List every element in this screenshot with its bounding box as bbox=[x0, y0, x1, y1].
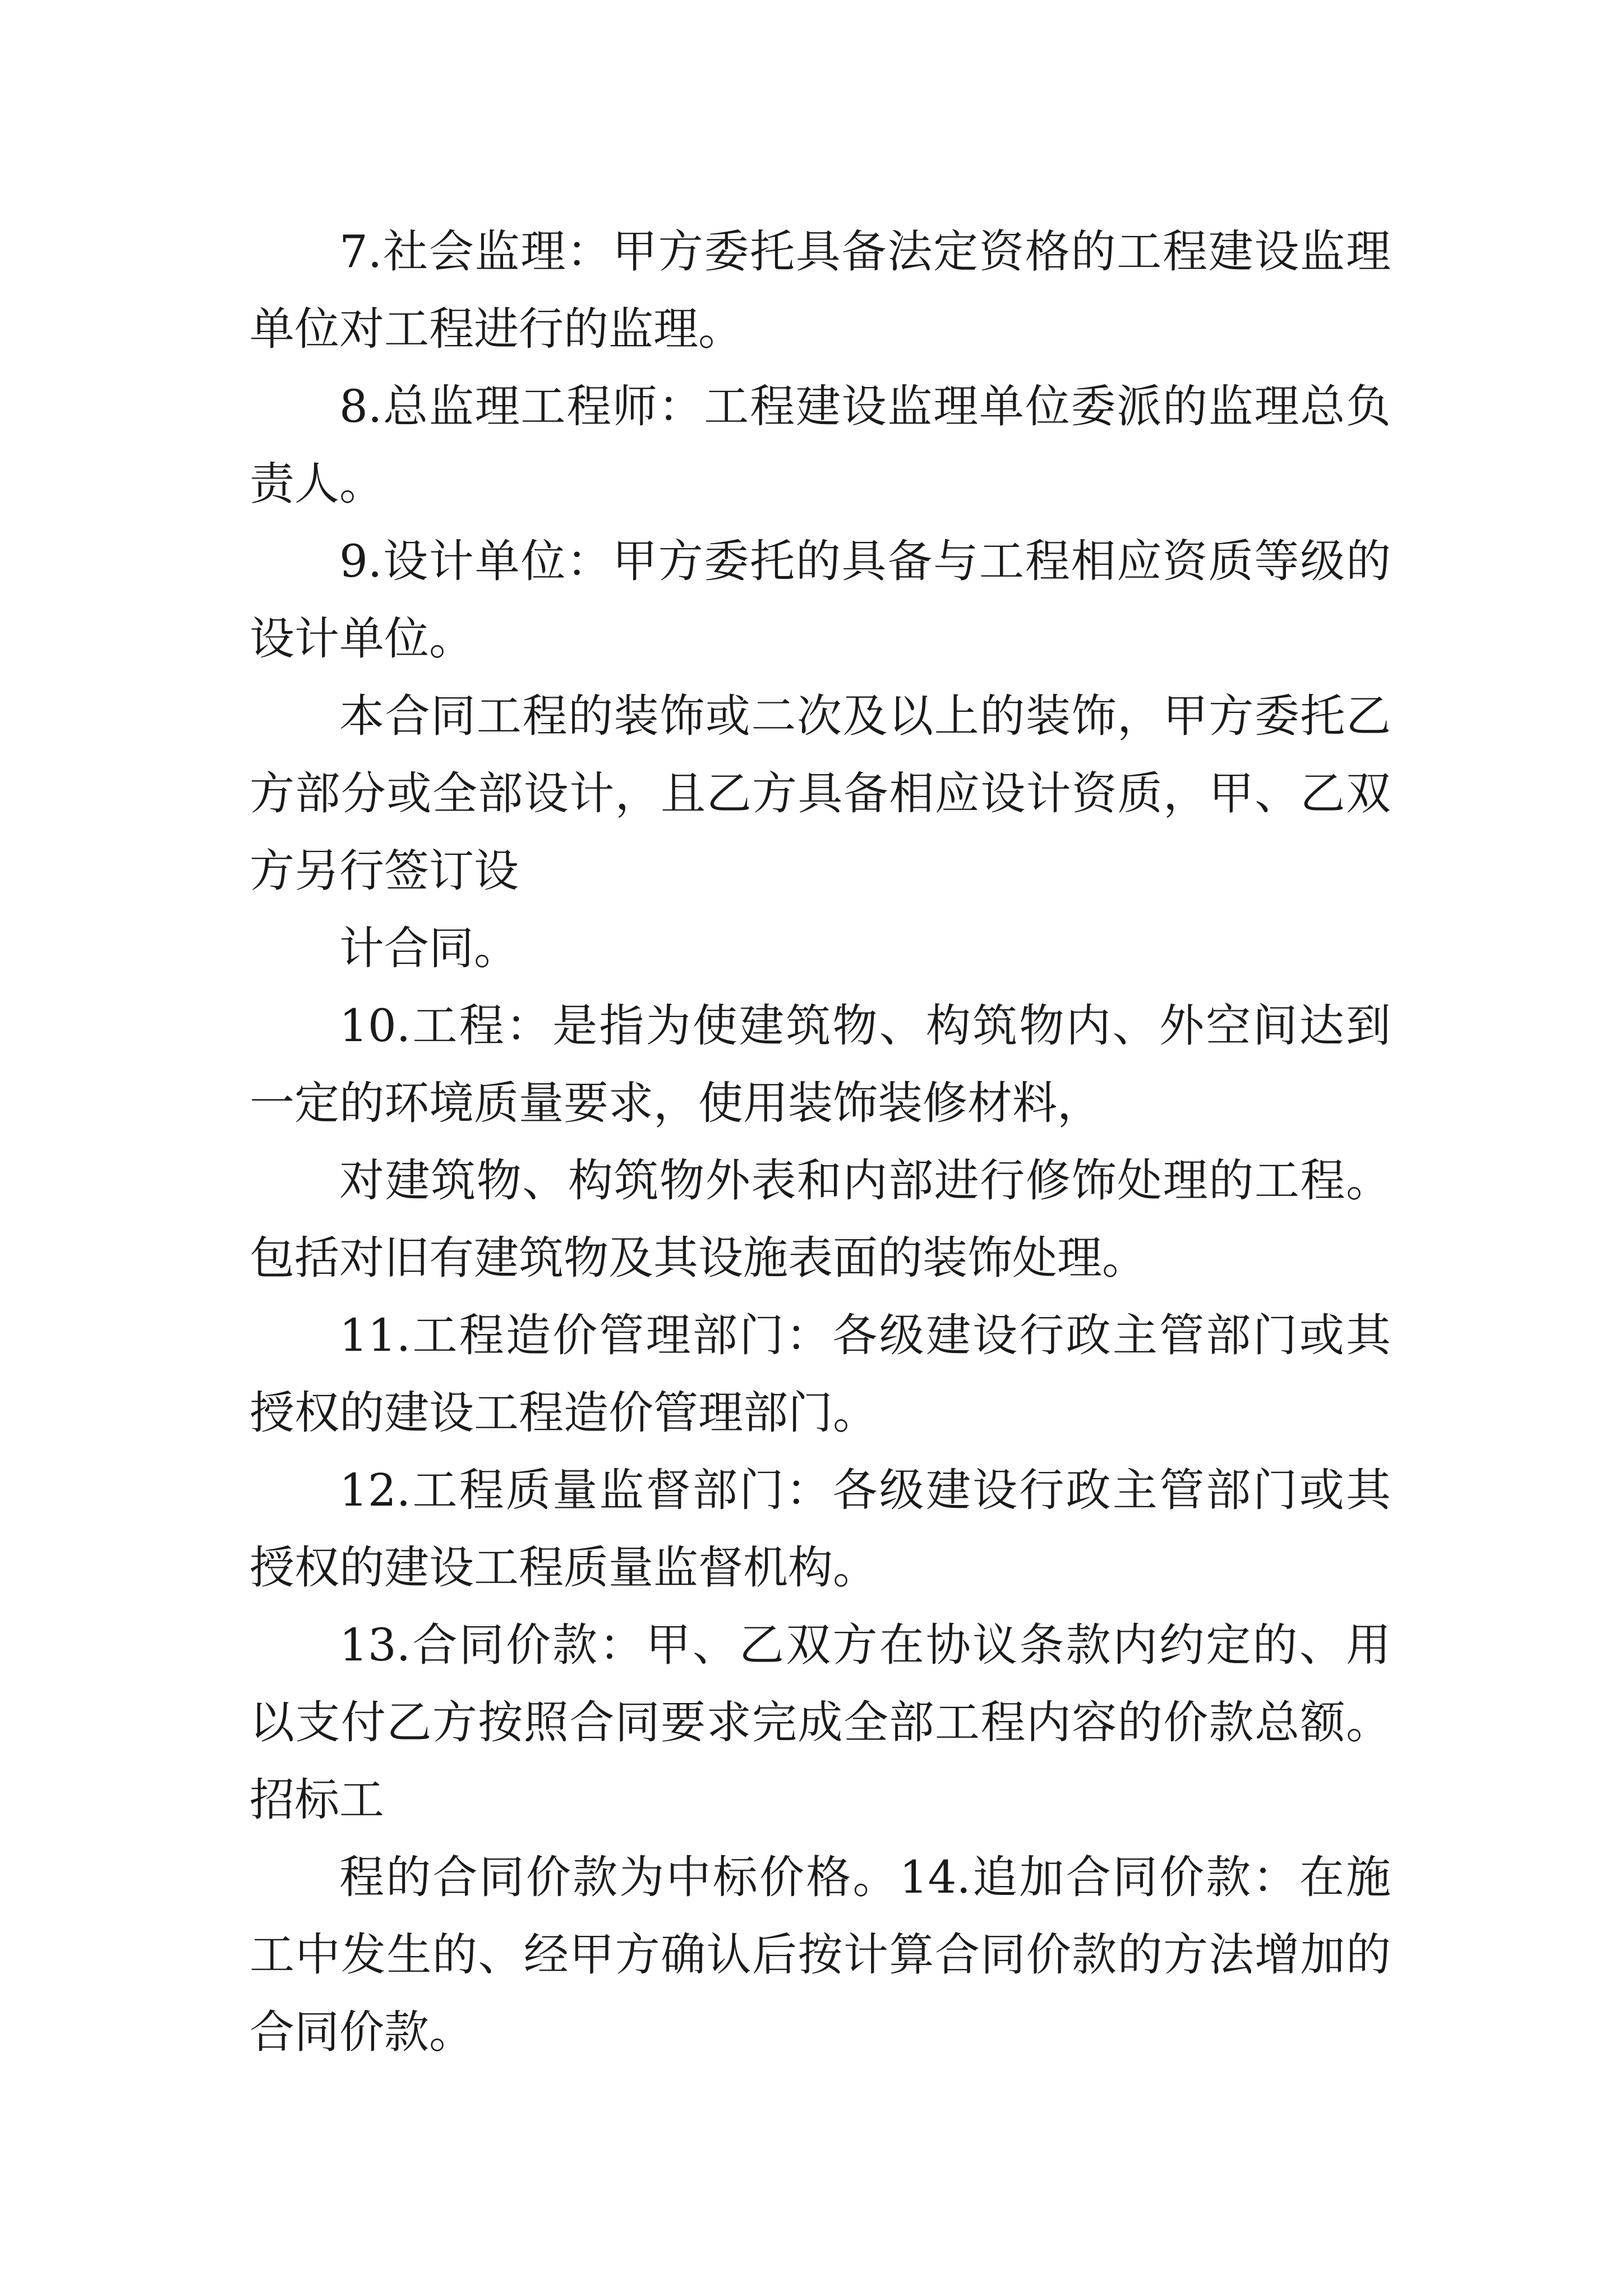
paragraph-clause-11: 11.工程造价管理部门：各级建设行政主管部门或其授权的建设工程造价管理部门。 bbox=[250, 1309, 1391, 1439]
paragraph-clause-9: 9.设计单位：甲方委托的具备与工程相应资质等级的设计单位。 bbox=[250, 535, 1391, 665]
paragraph-design-note-continued: 计合同。 bbox=[339, 922, 519, 974]
paragraph-clause-10: 10.工程：是指为使建筑物、构筑物内、外空间达到一定的环境质量要求，使用装饰装修材料， bbox=[250, 1000, 1391, 1129]
document-body bbox=[250, 213, 1391, 2071]
paragraph-clause-13-14: 程的合同价款为中标价格。14.追加合同价款：在施工中发生的、经甲方确认后按计算合同价款的方法增加的合同价款。 bbox=[250, 1851, 1391, 2058]
paragraph-clause-13: 13.合同价款：甲、乙双方在协议条款内约定的、用以支付乙方按照合同要求完成全部工程内容的价款总额。招标工 bbox=[250, 1619, 1391, 1826]
paragraph-clause-10-continued: 对建筑物、构筑物外表和内部进行修饰处理的工程。包括对旧有建筑物及其设施表面的装饰处理。 bbox=[250, 1154, 1391, 1284]
paragraph-clause-7: 7.社会监理：甲方委托具备法定资格的工程建设监理单位对工程进行的监理。 bbox=[250, 226, 1391, 355]
paragraph-clause-12: 12.工程质量监督部门：各级建设行政主管部门或其授权的建设工程质量监督机构。 bbox=[250, 1464, 1391, 1594]
paragraph-clause-8: 8.总监理工程师：工程建设监理单位委派的监理总负责人。 bbox=[250, 380, 1391, 510]
paragraph-design-note: 本合同工程的装饰或二次及以上的装饰，甲方委托乙方部分或全部设计，且乙方具备相应设计资质，甲、乙双方另行签订设 bbox=[250, 690, 1391, 897]
